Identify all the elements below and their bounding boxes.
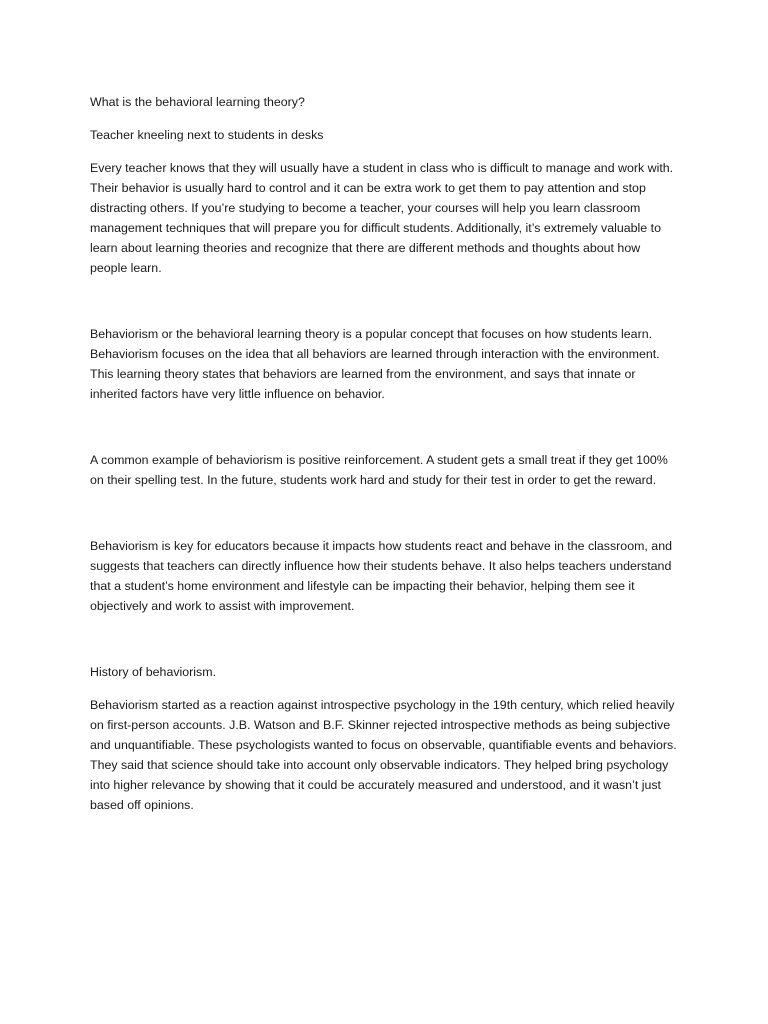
example-paragraph: A common example of behaviorism is positive reinforcement. A student gets a small treat if they get 100% on their spelling test. In the future, students work hard and study for their test in order to get the reward. <box>90 453 668 487</box>
history-paragraph: Behaviorism started as a reaction against introspective psychology in the 19th century, which relied heavily on first-person accounts. J.B. Watson and B.F. Skinner rejected introspective methods as being subjective and unquantifiable. These psychologists wanted to focus on observable, quantifiable events and behaviors. They said that science should take into account only observable indicators. They helped bring psychology into higher relevance by showing that it could be accurately measured and understood, and it wasn’t just based off opinions. <box>90 698 677 812</box>
document-body <box>90 92 680 828</box>
question-heading: What is the behavioral learning theory? <box>90 95 305 109</box>
image-caption: Teacher kneeling next to students in desks <box>90 128 324 142</box>
intro-paragraph: Every teacher knows that they will usually have a student in class who is difficult to manage and work with. Their behavior is usually hard to control and it can be extra work to get them to pay attention and stop distracting others. If you’re studying to become a teacher, your courses will help you learn classroom management techniques that will prepare you for difficult students. Additionally, it’s extremely valuable to learn about learning theories and recognize that there are different methods and thoughts about how people learn. <box>90 161 674 275</box>
definition-paragraph: Behaviorism or the behavioral learning theory is a popular concept that focuses on how students learn. Behaviorism focuses on the idea that all behaviors are learned through interaction with the environment. This learning theory states that behaviors are learned from the environment, and says that innate or inherited factors have very little influence on behavior. <box>90 327 660 401</box>
history-heading: History of behaviorism. <box>90 665 217 679</box>
importance-paragraph: Behaviorism is key for educators because it impacts how students react and behave in the classroom, and suggests that teachers can directly influence how their students behave. It also helps teachers understand that a student’s home environment and lifestyle can be impacting their behavior, helping them see it objectively and work to assist with improvement. <box>90 539 672 613</box>
